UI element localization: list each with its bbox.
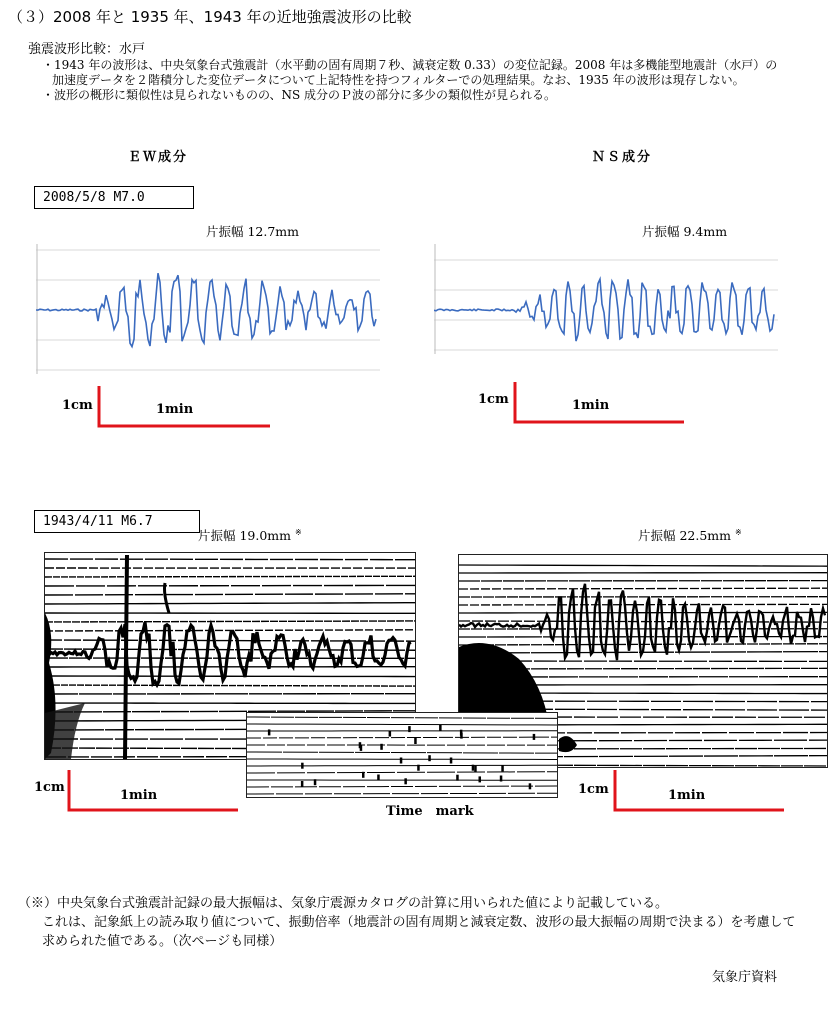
- footnote-line-2: これは、記象紙上の読み取り値について、振動倍率（地震計の固有周期と減衰定数、波形の最大振幅の周期で決まる）を考慮して求められた値である。（次ページも同様）: [42, 915, 796, 949]
- scale-min-label: 1min: [572, 398, 610, 413]
- ns-amplitude-1943: [638, 526, 742, 544]
- page-title: （３）2008 年と 1935 年、1943 年の近地強震波形の比較: [8, 8, 412, 26]
- amplitude-text: 片振幅 22.5mm: [638, 528, 732, 543]
- description-list: [42, 58, 782, 103]
- scale-bar-ew-2008: [96, 384, 276, 434]
- ns-amplitude-2008: 片振幅 9.4mm: [642, 224, 728, 239]
- event-2008-label: 2008/5/8 M7.0: [34, 186, 194, 209]
- description-item: ・1943 年の波形は、中央気象台式強震計（水平動の固有周期７秒、減衰定数 0.33）の変位記録。2008 年は多機能型地震計（水戸）の加速度データを２階積分した変位データについて上記特性を持つフィルターでの処理結果。なお、1935 年の波形は現存しない。: [42, 58, 778, 87]
- ns-waveform-line: [434, 279, 774, 341]
- ew-amplitude-1943: [198, 526, 302, 544]
- footnote-mark: （※）: [18, 896, 58, 911]
- footnote-text: 中央気象台式強震計記録の最大振幅は、気象庁震源カタログの計算に用いられた値により記載している。: [57, 896, 669, 911]
- note-mark: ※: [295, 527, 302, 537]
- scale-bar-ns-1943: [612, 768, 792, 818]
- note-mark: ※: [735, 527, 742, 537]
- ew-amplitude-2008: 片振幅 12.7mm: [206, 224, 300, 239]
- scale-min-label: 1min: [156, 402, 194, 417]
- footnote: [18, 894, 808, 951]
- scale-min-label: 1min: [120, 788, 158, 803]
- ns-waveform-2008: [434, 244, 778, 354]
- scale-bar-ns-2008: [512, 380, 692, 430]
- ns-component-heading: ＮＳ成分: [592, 150, 653, 165]
- scale-cm-label: 1cm: [62, 398, 93, 413]
- description-item: ・波形の概形に類似性は見られないものの、NS 成分のＰ波の部分に多少の類似性が見られる。: [42, 88, 557, 102]
- ew-component-heading: ＥＷ成分: [128, 150, 189, 165]
- time-mark-record: [246, 712, 558, 798]
- source-credit: 気象庁資料: [712, 970, 778, 985]
- time-mark-label: Time mark: [386, 804, 474, 819]
- scale-cm-label: 1cm: [578, 782, 609, 797]
- scale-cm-label: 1cm: [34, 780, 65, 795]
- comparison-subtitle: 強震波形比較：水戸: [28, 42, 146, 57]
- scale-bar-ew-1943: [66, 768, 246, 818]
- event-1943-label: 1943/4/11 M6.7: [34, 510, 200, 533]
- amplitude-text: 片振幅 19.0mm: [198, 528, 292, 543]
- footnote-line-1: [18, 894, 808, 913]
- scale-cm-label: 1cm: [478, 392, 509, 407]
- chart-gridlines: [434, 260, 778, 350]
- ew-waveform-2008: [36, 244, 380, 374]
- scale-min-label: 1min: [668, 788, 706, 803]
